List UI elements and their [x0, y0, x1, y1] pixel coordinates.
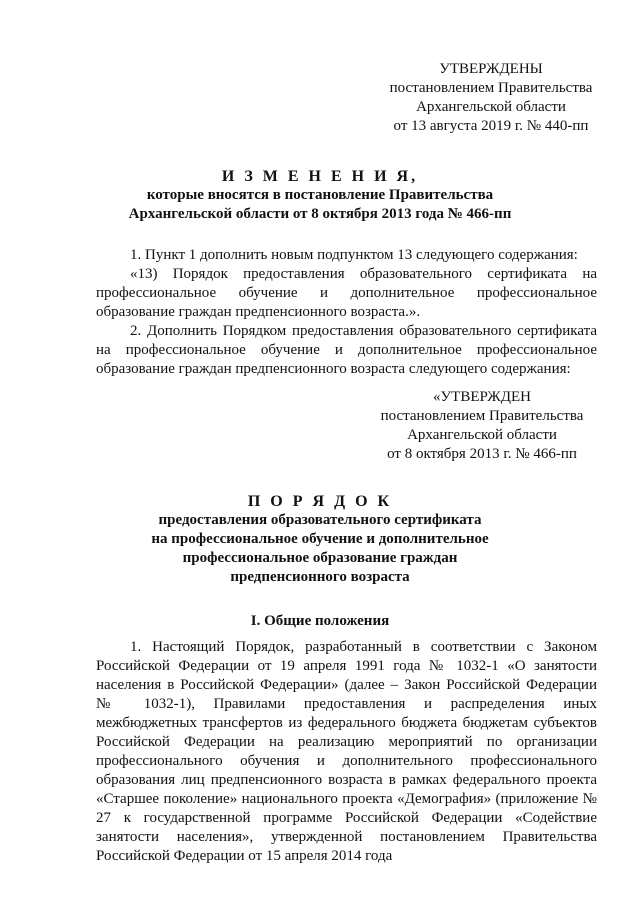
paragraph: «13) Порядок предоставления образовательного сертификата на профессиональное обучение и дополнительное профессиональное образование граждан предпенсионного возраста.».	[96, 266, 597, 320]
changes-subtitle-2: Архангельской области от 8 октября 2013 года № 466-пп	[128, 206, 512, 222]
paragraph: 2. Дополнить Порядком предоставления образовательного сертификата на профессиональное обучение и дополнительное профессиональное образование граждан предпенсионного возраста следующего содержания:	[96, 323, 597, 377]
approval-stamp-changes	[384, 60, 598, 136]
procedure-subtitle-1: предоставления образовательного сертификата	[158, 512, 482, 528]
procedure-subtitle-4: предпенсионного возраста	[230, 569, 410, 585]
procedure-title: П О Р Я Д О К	[247, 493, 393, 510]
approval-stamp-procedure	[368, 388, 596, 464]
changes-heading	[96, 167, 544, 224]
changes-body	[96, 246, 597, 379]
approval-authority: постановлением Правительства	[380, 408, 584, 424]
approval-authority: постановлением Правительства	[389, 80, 593, 96]
approval-title: «УТВЕРЖДЕН	[433, 389, 531, 405]
paragraph: 1. Настоящий Порядок, разработанный в соответствии с Законом Российской Федерации от 19 апреля 1991 года № 1032-1 «О занятости населения в Российской Федерации» (далее – Закон Российской Федерации № 1032-1), Правилами предоставления и распределения иных межбюджетных трансфертов из федерального бюджета бюджетам субъектов Российской Федерации на реализацию мероприятий по организации профессионального обучения и дополнительного профессионального образования лиц предпенсионного возраста в рамках федерального проекта «Старшее поколение» национального проекта «Демография» (приложение № 27 к государственной программе Российской Федерации «Содействие занятости населения», утвержденной постановлением Правительства Российской Федерации от 15 апреля 2014 года	[96, 639, 597, 864]
procedure-subtitle-3: профессиональное образование граждан	[182, 550, 458, 566]
procedure-subtitle-2: на профессиональное обучение и дополнительное	[151, 531, 489, 547]
approval-date: от 8 октября 2013 г. № 466-пп	[387, 446, 577, 462]
approval-region: Архангельской области	[416, 99, 566, 115]
paragraph: 1. Пункт 1 дополнить новым подпунктом 13 следующего содержания:	[130, 247, 578, 263]
approval-date: от 13 августа 2019 г. № 440-пп	[393, 118, 589, 134]
changes-title: И З М Е Н Е Н И Я,	[221, 168, 419, 185]
changes-subtitle-1: которые вносятся в постановление Правительства	[146, 187, 494, 203]
approval-title: УТВЕРЖДЕНЫ	[439, 61, 543, 77]
procedure-heading	[96, 492, 544, 587]
approval-region: Архангельской области	[407, 427, 557, 443]
section-body	[96, 638, 597, 866]
section-title: I. Общие положения	[250, 613, 390, 629]
